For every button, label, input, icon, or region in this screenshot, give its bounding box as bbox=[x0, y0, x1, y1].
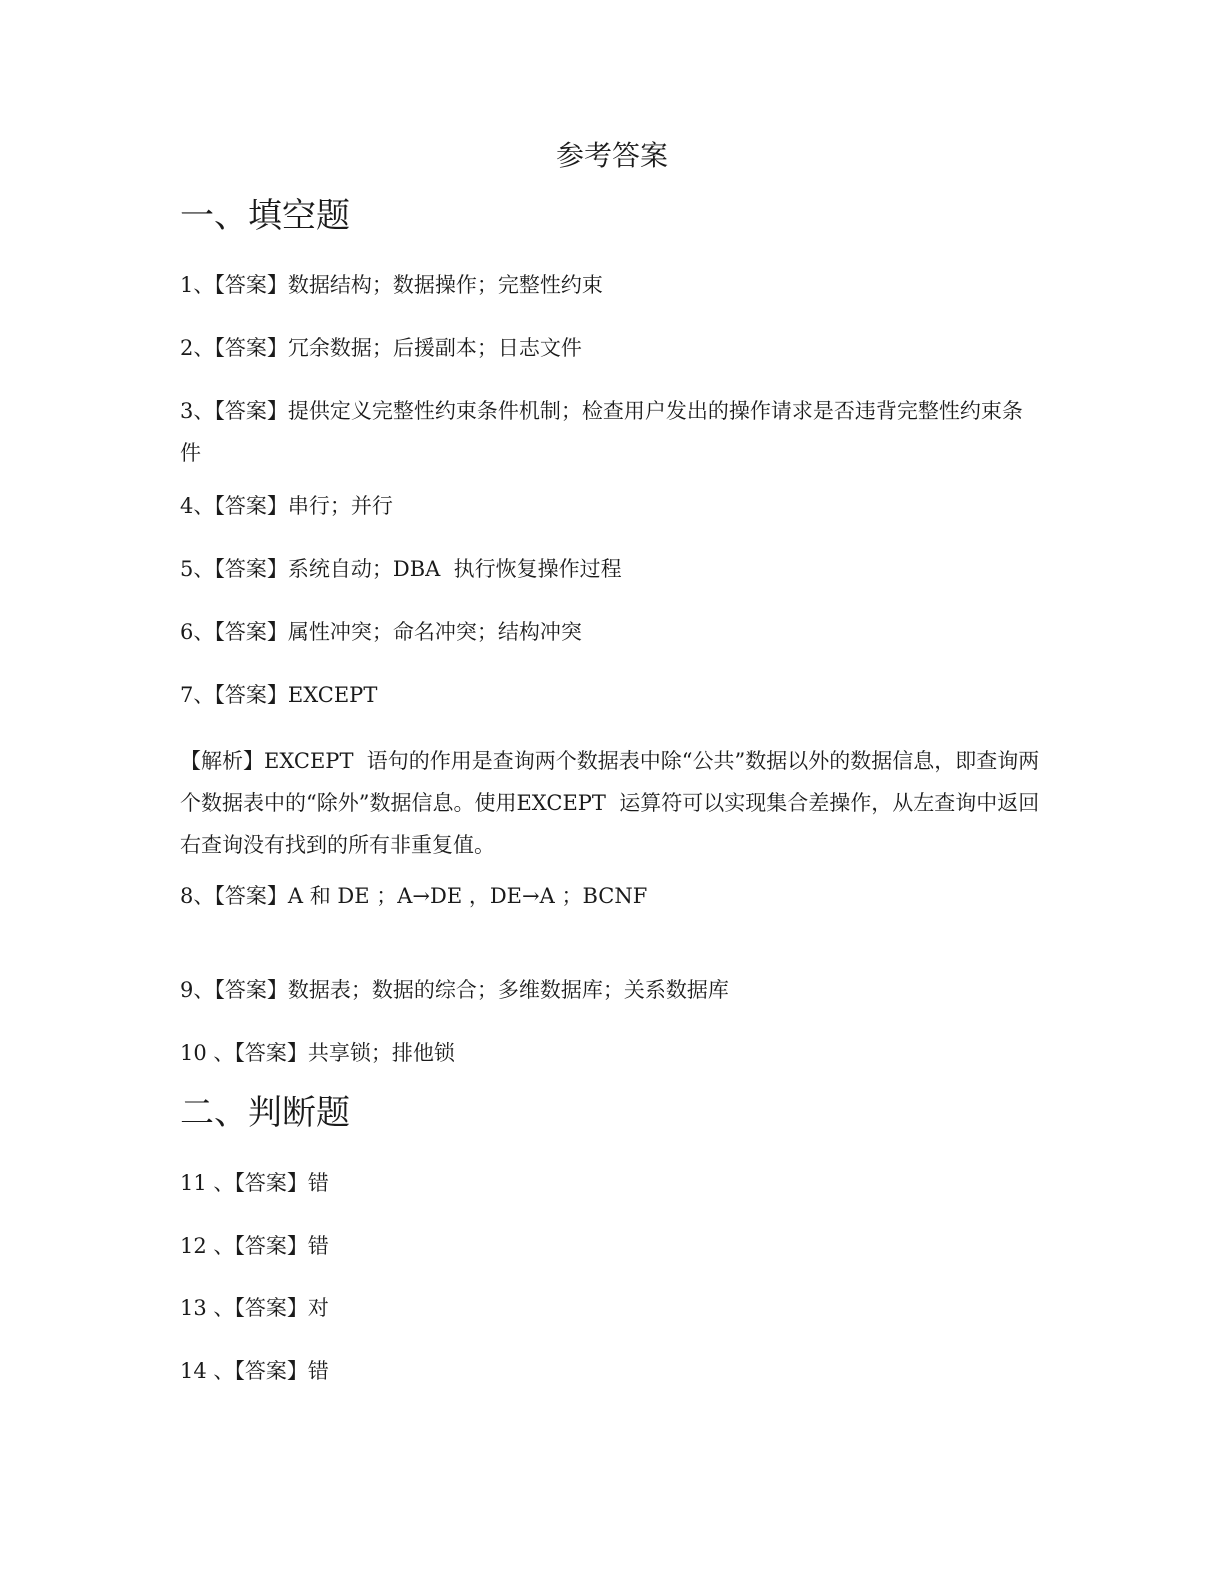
answer-number: 5、 bbox=[180, 557, 215, 581]
answer-text: 错 bbox=[307, 1234, 329, 1258]
answer-item-10 bbox=[180, 1038, 455, 1068]
answer-text: 数据表；数据的综合；多维数据库；关系数据库 bbox=[287, 978, 729, 1002]
answer-tag: 【答案】 bbox=[234, 1234, 308, 1258]
analysis-paragraph bbox=[180, 740, 1040, 866]
answer-number: 14 、 bbox=[180, 1359, 235, 1383]
answer-number: 6、 bbox=[180, 620, 215, 644]
answer-text: 属性冲突；命名冲突；结构冲突 bbox=[287, 620, 582, 644]
answer-tag: 【答案】 bbox=[234, 1359, 308, 1383]
section-heading-fill-blank: 一、填空题 bbox=[180, 196, 350, 236]
answer-number: 11 、 bbox=[180, 1171, 235, 1195]
answer-item-11 bbox=[180, 1168, 329, 1198]
answer-item-14 bbox=[180, 1356, 329, 1386]
section-heading-true-false: 二、判断题 bbox=[180, 1093, 350, 1133]
answer-item-2 bbox=[180, 333, 582, 363]
answer-text: A 和 DE ；A→DE ，DE→A ；BCNF bbox=[287, 884, 648, 908]
answer-tag: 【答案】 bbox=[214, 494, 288, 518]
answer-number: 13 、 bbox=[180, 1296, 235, 1320]
answer-item-13 bbox=[180, 1293, 329, 1323]
answer-tag: 【答案】 bbox=[214, 978, 288, 1002]
answer-number: 2、 bbox=[180, 336, 215, 360]
answer-text: 串行；并行 bbox=[287, 494, 393, 518]
answer-number: 8、 bbox=[180, 884, 215, 908]
answer-text: 数据结构；数据操作；完整性约束 bbox=[287, 273, 603, 297]
answer-item-12 bbox=[180, 1231, 329, 1261]
answer-tag: 【答案】 bbox=[214, 273, 288, 297]
answer-number: 4、 bbox=[180, 494, 215, 518]
answer-text: 错 bbox=[307, 1359, 329, 1383]
answer-tag: 【答案】 bbox=[214, 336, 288, 360]
answer-item-1 bbox=[180, 270, 603, 300]
page-title: 参考答案 bbox=[555, 139, 668, 172]
answer-number: 7、 bbox=[180, 683, 215, 707]
answer-number: 1、 bbox=[180, 273, 215, 297]
answer-text: 冗余数据；后援副本；日志文件 bbox=[287, 336, 582, 360]
answer-number: 10 、 bbox=[180, 1041, 235, 1065]
answer-tag: 【答案】 bbox=[234, 1296, 308, 1320]
answer-tag: 【答案】 bbox=[214, 557, 288, 581]
answer-item-8 bbox=[180, 881, 647, 911]
answer-item-3 bbox=[180, 390, 1025, 474]
answer-number: 12 、 bbox=[180, 1234, 235, 1258]
answer-tag: 【答案】 bbox=[214, 884, 288, 908]
answer-tag: 【答案】 bbox=[234, 1041, 308, 1065]
answer-number: 3、 bbox=[180, 399, 215, 423]
answer-text: EXCEPT bbox=[287, 683, 378, 707]
answer-item-4 bbox=[180, 491, 393, 521]
answer-item-9 bbox=[180, 975, 729, 1005]
answer-item-7 bbox=[180, 680, 377, 710]
answer-text: 提供定义完整性约束条件机制；检查用户发出的操作请求是否违背完整性约束条件 bbox=[180, 399, 1023, 465]
answer-tag: 【答案】 bbox=[214, 683, 288, 707]
answer-text: 对 bbox=[307, 1296, 329, 1320]
answer-text: 错 bbox=[307, 1171, 329, 1195]
answer-tag: 【答案】 bbox=[234, 1171, 308, 1195]
analysis-tag: 【解析】 bbox=[180, 749, 264, 773]
analysis-text: EXCEPT 语句的作用是查询两个数据表中除“公共”数据以外的数据信息，即查询两个数据表中的“除外”数据信息。使用EXCEPT 运算符可以实现集合差操作，从左查询中返回右查询没有找到的所有非重复值。 bbox=[180, 749, 1040, 857]
answer-tag: 【答案】 bbox=[214, 620, 288, 644]
answer-item-6 bbox=[180, 617, 582, 647]
answer-tag: 【答案】 bbox=[214, 399, 288, 423]
answer-number: 9、 bbox=[180, 978, 215, 1002]
answer-text: 共享锁；排他锁 bbox=[307, 1041, 455, 1065]
answer-item-5 bbox=[180, 554, 622, 584]
answer-text: 系统自动；DBA 执行恢复操作过程 bbox=[287, 557, 622, 581]
